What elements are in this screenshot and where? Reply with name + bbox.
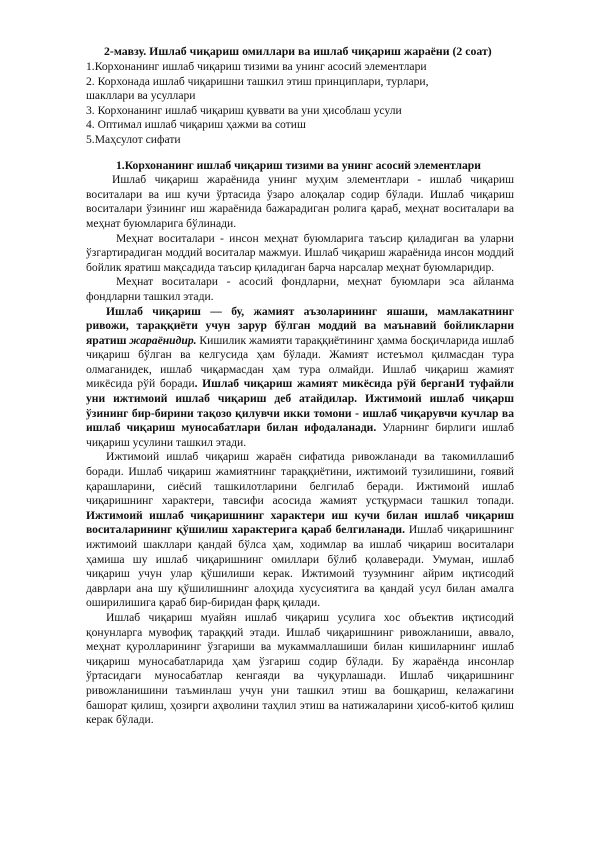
paragraph-1: Ишлаб чиқариш жараёнида унинг муҳим элементлари - ишлаб чиқариш воситалари ва иш кучи ўртасида ўзаро алоқалар содир бўлади. Ишлаб чиқариш воситалари ўзининг иш жараёнида бажарадиган ролига қараб, меҳнат воситалари ва меҳнат буюмларига бўлинади. [86,173,514,230]
paragraph-2: Меҳнат воситалари - инсон меҳнат буюмларига таъсир қиладиган ва уларни ўзгартирадиган моддий воситалар мажмуи. Ишлаб чиқариш жараёнида инсон моддий бойлик яратиш мақсадида таъсир қиладиган барча нарсалар меҳнат буюмларидир. [86,231,514,274]
paragraph-4-ending: Уларнинг бирлиги ишлаб чиқариш усулини ташкил этади. [86,421,514,449]
bold-italic-word: жараёнидир. [129,333,197,347]
paragraph-4 [86,305,514,451]
paragraph-5-ending: Ишлаб чиқаришнинг ижтимоий шакллари қандай бўлса ҳам, ходимлар ва ишлаб чиқариш воситалари ҳамиша шу ишлаб чиқаришнинг омиллари бўлиб қолаверади. Умуман, ишлаб чиқариш учун улар қўшилиши керак. Ижтимоий тузумнинг айрим иқтисодий даврлари ана шу қўшилишнинг алоҳида хусусиятига ва қандай усул билан амалга оширилишига қараб бир-биридан фарқ қилади. [86,523,514,610]
outline-item: 2. Корхонада ишлаб чиқаришни ташкил этиш принциплари, турлари, [86,74,429,88]
bold-definition: Ишлаб чиқариш — бу, жамият аъзоларининг яшаши, мамлакатнинг ривожи, тараққиёти учун зарур бўлган моддий ва маънавий бойликларни яратиш [86,304,514,347]
document-title: 2-мавзу. Ишлаб чиқариш омиллари ва ишлаб чиқариш жараёни (2 соат) [104,44,492,58]
document-page [86,44,514,728]
outline-item: 1.Корхонанинг ишлаб чиқариш тизими ва унинг асосий элементлари [86,60,427,73]
paragraph-3: Меҳнат воситалари - асосий фондларни, меҳнат буюмлари эса айланма фондларни ташкил этади. [86,275,514,303]
outline-item: 3. Корхонанинг ишлаб чиқариш қуввати ва уни ҳисоблаш усули [86,103,402,117]
paragraph-6: Ишлаб чиқариш муайян ишлаб чиқариш усулига хос объектив иқтисодий қонунларга мувофиқ тараққий этади. Ишлаб чиқаришнинг ривожланиши, аввало, меҳнат қуролларининг ўзгариши ва мукаммаллашиши билан кишиларнинг ишлаб чиқариш муносабатларида ҳам ўзгариш содир бўлади. Бу жараёнда инсонлар ўртасидаги муносабатлар кенгаяди ва чуқурлашади. Ишлаб чиқаришнинг ривожланишини таъминлаш учун уни ташкил этиш ва бошқариш, келажагини башорат қилиш, ҳозирги аҳволини таҳлил этиш ва натижаларини ҳисоб-китоб қилиш керак бўлади. [86,610,514,727]
paragraph-4-text: Кишилик жамияти тараққиётининг ҳамма босқичларида ишлаб чиқариш бўлган ва келгусида ҳам бўлади. Жамият истеъмол қилмасдан тура олмаганидек, ишлаб чиқармасдан ҳам тура олмайди. Ишлаб чиқариш жамият микёсида рўй боради [86,333,515,391]
paragraph-5 [86,450,514,611]
bold-statement: . Ишлаб чиқариш жамият микёсида рўй берганИ туфайли уни ижтимоий ишлаб чиқариш деб атайдилар. Ижтимоий ишлаб чиқарш ўзининг бир-бирини тақозо қилувчи икки томони - ишлаб чиқарувчи кучлар ва ишлаб чиқариш муносабатлари билан ифодаланади. [86,377,514,435]
section-heading: 1.Корхонанинг ишлаб чиқариш тизими ва унинг асосий элементлари [116,158,481,172]
paragraph-5-text: Ижтимоий ишлаб чиқариш жараён сифатида ривожланади ва такомиллашиб боради. Ишлаб чиқариш жамиятнинг тараққиётини, ижтимоий тузилишини, гоявий қарашларини, сиёсий ташкилотларини белгилаб беради. Ижтимоий ишлаб чиқаришнинг характери, тавсифи асосида жамият устқурмаси ташкил топади. [86,450,514,508]
outline-item: 5.Маҳсулот сифати [86,132,181,146]
topic-outline [86,60,514,148]
bold-statement-2: Ижтимоий ишлаб чиқаришнинг характери иш кучи билан ишлаб чиқариш воситаларининг қўшилиш характерига қараб белгиланади. [86,508,514,537]
outline-item: шакллари ва усуллари [86,89,196,103]
outline-item: 4. Оптимал ишлаб чиқариш ҳажми ва сотиш [86,118,306,132]
